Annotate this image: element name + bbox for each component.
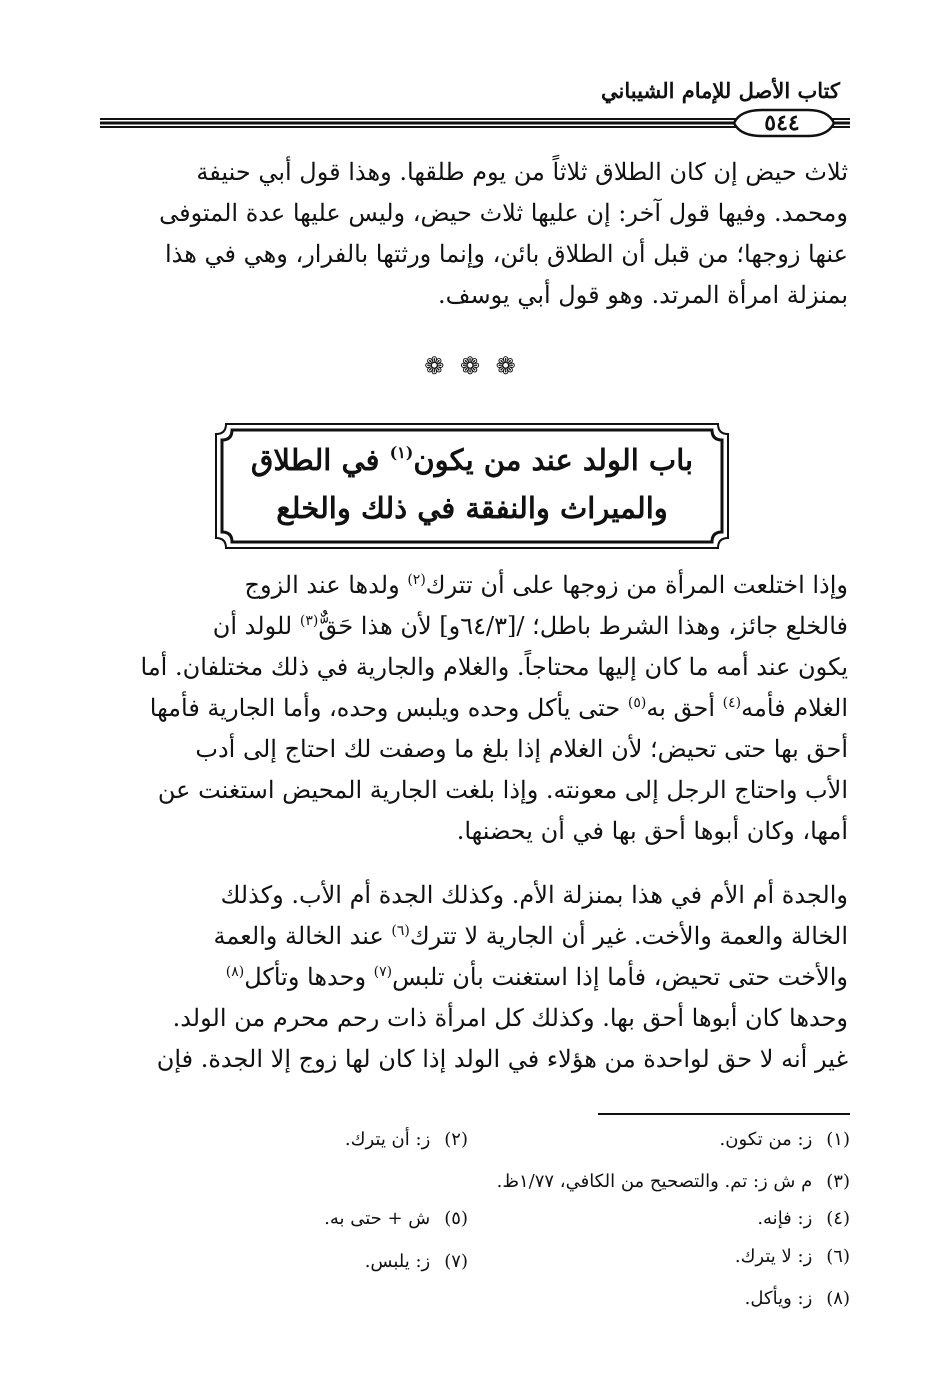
chapter-title-line-1: باب الولد عند من يكون$^{(١)}$ في الطلاق xyxy=(250,443,694,477)
footnote-ref[interactable]: (٤) xyxy=(722,695,742,711)
text-line: الغلام فأمه$^{(٤)}$ أحق به$^{(٥)}$ حتى يأكل وحده ويلبس وحده، وأما الجارية فأمها xyxy=(149,694,848,722)
footnote: (٢)ز: أن يترك. xyxy=(344,1129,468,1150)
footnote-ref[interactable]: (٥) xyxy=(627,695,647,711)
footnote: (٧)ز: يلبس. xyxy=(364,1251,468,1272)
text-line: غير أنه لا حق لواحدة من هؤلاء في الولد إذا كان لها زوج إلا الجدة. فإن xyxy=(156,1045,848,1073)
footnote: (٤)ز: فإنه. xyxy=(757,1208,850,1229)
text-line: أحق بها حتى تحيض؛ لأن الغلام إذا بلغ ما وصفت لك احتاج إلى أدب xyxy=(195,735,848,763)
footnote-ref[interactable]: (٨) xyxy=(225,964,245,980)
text-line: يكون عند أمه ما كان إليها محتاجاً. والغلام والجارية في ذلك مختلفان. أما xyxy=(140,653,848,681)
footnote-ref[interactable]: (٧) xyxy=(373,964,393,980)
footnote: (٥)ش + حتى به. xyxy=(324,1208,468,1229)
footnote-ref[interactable]: (٣) xyxy=(299,613,319,629)
footnote: (٨)ز: ويأكل. xyxy=(744,1288,850,1309)
chapter-title xyxy=(230,436,714,532)
text-line: بمنزلة امرأة المرتد. وهو قول أبي يوسف. xyxy=(438,281,848,309)
footnote-ref[interactable]: (٦) xyxy=(391,923,410,939)
text-line: أمها، وكان أبوها أحق بها في أن يحضنها. xyxy=(456,817,848,845)
page-number: ٥٤٤ xyxy=(764,110,800,136)
text-line: والأخت حتى تحيض، فأما إذا استغنت بأن تلبس$^{(٧)}$ وحدها وتأكل$^{(٨)}$ xyxy=(225,963,848,991)
text-line: فالخلع جائز، وهذا الشرط باطل؛ /[٦٤/٣و] لأن هذا حَقٌّ$^{(٣)}$ للولد أن xyxy=(212,612,848,640)
footnote-ref[interactable]: (١) xyxy=(389,443,414,462)
text-line: وحدها كان أبوها أحق بها. وكذلك كل امرأة ذات رحم محرم من الولد. xyxy=(172,1004,848,1032)
text-line: الخالة والعمة والأخت. غير أن الجارية لا تترك$^{(٦)}$ عند الخالة والعمة xyxy=(213,922,848,950)
running-header-title: كتاب الأصل للإمام الشيباني xyxy=(601,78,840,103)
paragraph-3 xyxy=(104,875,848,1080)
footnote-rule xyxy=(598,1113,850,1115)
text-line: عنها زوجها؛ من قبل أن الطلاق بائن، وإنما ورثتها بالفرار، وهي في هذا xyxy=(164,240,848,268)
footnote: (١)ز: من تكون. xyxy=(719,1129,850,1150)
chapter-title-line-2: والميراث والنفقة في ذلك والخلع xyxy=(276,491,668,525)
text-line: الأب واحتاج الرجل إلى معونته. وإذا بلغت الجارية المحيض استغنت عن xyxy=(157,776,848,804)
text-line: ومحمد. وفيها قول آخر: إن عليها ثلاث حيض، وليس عليها عدة المتوفى xyxy=(159,199,848,227)
text-line: وإذا اختلعت المرأة من زوجها على أن تترك$^{(٢)}$ ولدها عند الزوج xyxy=(244,571,848,599)
text-line: والجدة أم الأم في هذا بمنزلة الأم. وكذلك الجدة أم الأب. وكذلك xyxy=(220,881,848,909)
section-separator: ❁ ❁ ❁ xyxy=(424,352,520,380)
footnote: (٣)م ش ز: تم. والتصحيح من الكافي، ١/٧٧ظ. xyxy=(496,1171,850,1192)
footnote: (٦)ز: لا يترك. xyxy=(734,1246,850,1267)
paragraph-2 xyxy=(104,565,848,852)
text-line: ثلاث حيض إن كان الطلاق ثلاثاً من يوم طلقها. وهذا قول أبي حنيفة xyxy=(196,158,848,186)
footnote-ref[interactable]: (٢) xyxy=(407,572,426,588)
paragraph-1 xyxy=(104,152,848,316)
